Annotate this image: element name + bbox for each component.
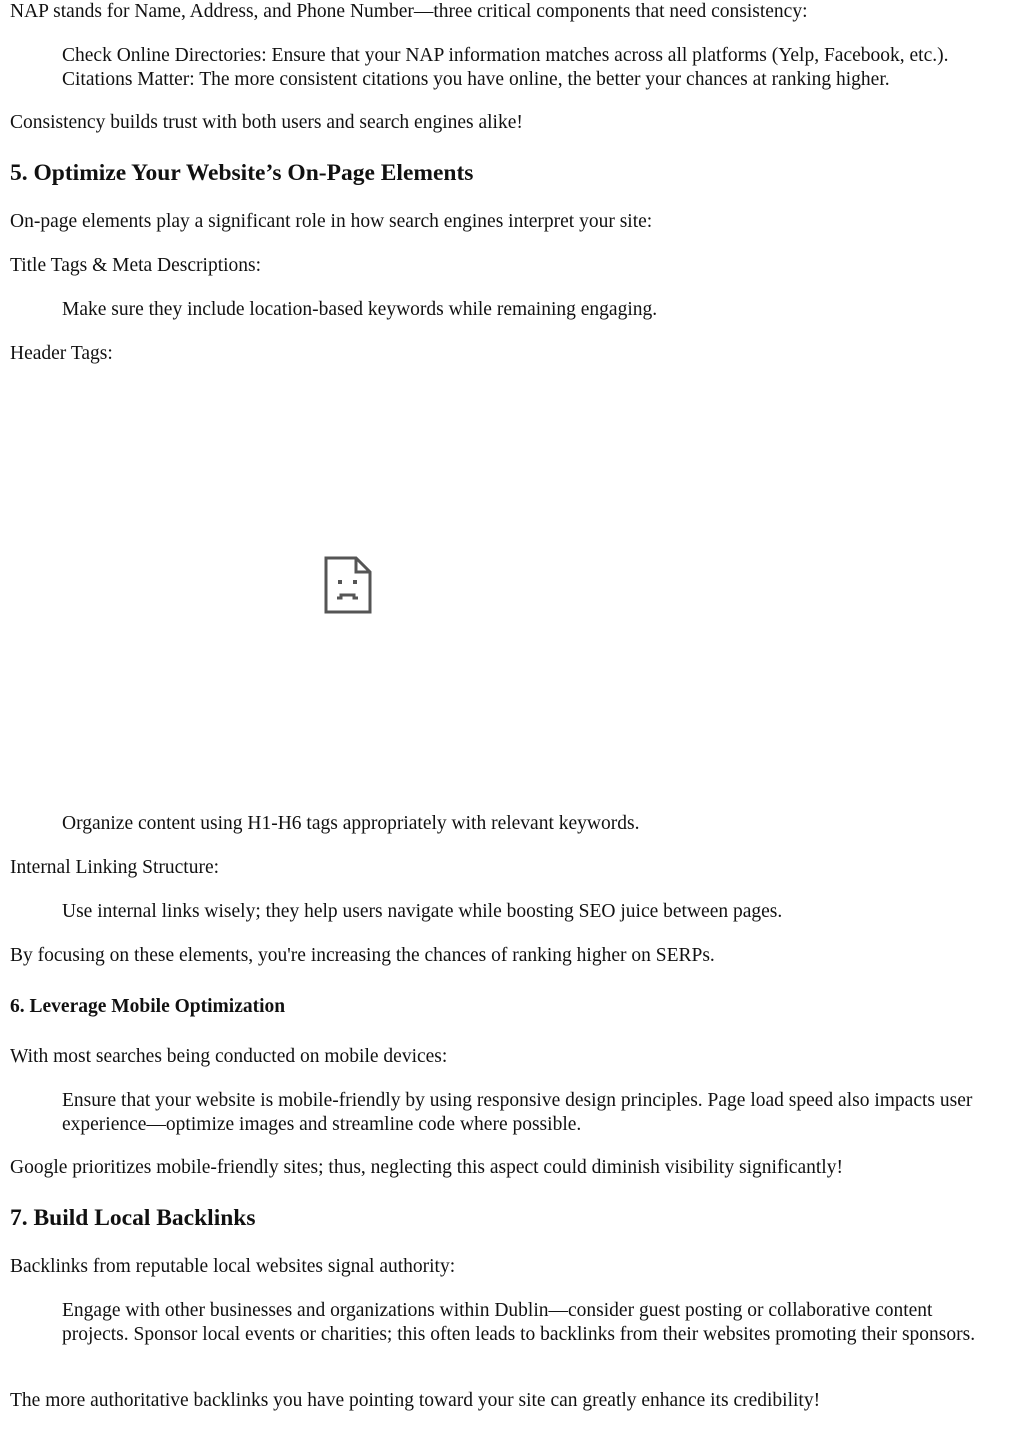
section-7-intro: Backlinks from reputable local websites signal authority: xyxy=(10,1256,456,1277)
list-item: Make sure they include location-based keywords while remaining engaging. xyxy=(62,299,658,320)
section-5-heading: 5. Optimize Your Website’s On-Page Elements xyxy=(10,160,474,186)
list-item: Check Online Directories: Ensure that your NAP information matches across all platforms (Yelp, Facebook, etc.). xyxy=(62,45,949,66)
list-item: Engage with other businesses and organizations within Dublin—consider guest posting or collaborative content projects. Sponsor local events or charities; this often leads to backlinks from their websites promoting their sponsors. xyxy=(62,1300,976,1345)
list-item: Organize content using H1-H6 tags appropriately with relevant keywords. xyxy=(62,813,640,834)
section-6-intro: With most searches being conducted on mobile devices: xyxy=(10,1046,448,1067)
broken-image-icon xyxy=(324,556,372,614)
section-6-heading: 6. Leverage Mobile Optimization xyxy=(10,996,286,1017)
list-item: Citations Matter: The more consistent citations you have online, the better your chances at ranking higher. xyxy=(62,68,890,90)
section-6-conclusion: Google prioritizes mobile-friendly sites; thus, neglecting this aspect could diminish visibility significantly! xyxy=(10,1157,843,1178)
nap-list xyxy=(10,44,949,91)
header-tags-label: Header Tags: xyxy=(10,343,113,364)
section-5-intro: On-page elements play a significant role in how search engines interpret your site: xyxy=(10,211,653,232)
nap-intro: NAP stands for Name, Address, and Phone Number—three critical components that need consistency: xyxy=(10,1,808,22)
list-item: Ensure that your website is mobile-friendly by using responsive design principles. Page load speed also impacts user experience—optimize images and streamline code where possible. xyxy=(62,1090,973,1135)
nap-conclusion: Consistency builds trust with both users and search engines alike! xyxy=(10,112,523,133)
list-item: Use internal links wisely; they help users navigate while boosting SEO juice between pages. xyxy=(62,901,783,922)
section-7-heading: 7. Build Local Backlinks xyxy=(10,1205,256,1231)
internal-linking-label: Internal Linking Structure: xyxy=(10,857,220,878)
section-5-conclusion: By focusing on these elements, you're increasing the chances of ranking higher on SERPs. xyxy=(10,945,715,966)
section-7-conclusion: The more authoritative backlinks you have pointing toward your site can greatly enhance its credibility! xyxy=(10,1390,821,1411)
title-tags-label: Title Tags & Meta Descriptions: xyxy=(10,255,262,276)
